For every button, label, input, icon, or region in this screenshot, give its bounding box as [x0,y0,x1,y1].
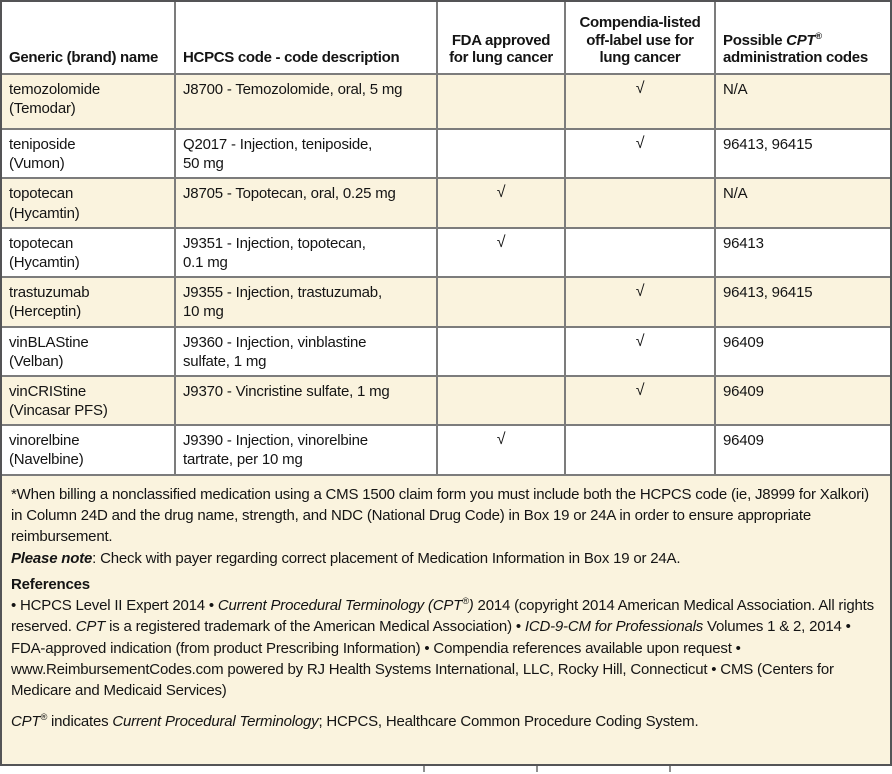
references-text: • HCPCS Level II Expert 2014 • Current Procedural Terminology (CPT®) 2014 (copyright 2014 American Medical Association. All rights reserved. CPT is a registered trademark of the American Medical Association) • ICD-9-CM for Professionals Volumes 1 & 2, 2014 • FDA-approved indication (from product Prescribing Information) • Compendia references available upon request • www.ReimbursementCodes.com powered by RJ Health Systems International, LLC, Rocky Hill, Connecticut • CMS (Centers for Medicare and Medicaid Services) [11,596,874,700]
please-note-label: Please note [11,549,93,567]
col-header-compendia-offlabel: Compendia-listed off-label use for lung cancer [565,2,715,74]
table-row [2,327,890,376]
table-row [2,178,890,227]
hcpcs-code-cell: J8700 - Temozolomide, oral, 5 mg [175,74,437,129]
fda-approved-check [437,327,565,376]
drug-generic-name: vinorelbine [9,432,80,450]
cpt-admin-codes-cell: 96409 [715,376,890,425]
cpt-admin-codes-cell: 96413, 96415 [715,129,890,178]
cpt-admin-codes-cell: N/A [715,178,890,227]
hcpcs-code-cell: J9355 - Injection, trastuzumab, 10 mg [175,277,437,326]
table-row [2,228,890,277]
table-row [2,425,890,473]
generic-brand-cell [2,129,175,178]
compendia-offlabel-check [565,178,715,227]
generic-brand-cell [2,228,175,277]
compendia-offlabel-check: √ [565,277,715,326]
generic-brand-cell [2,74,175,129]
cpt-admin-codes-cell: N/A [715,74,890,129]
cpt-definition-line: CPT® indicates Current Procedural Terminology; HCPCS, Healthcare Common Procedure Coding System. [11,711,699,730]
col-header-cpt-admin-codes: Possible CPT® administration codes [715,2,890,74]
fda-approved-check [437,376,565,425]
compendia-offlabel-check: √ [565,74,715,129]
generic-brand-cell [2,277,175,326]
generic-brand-cell [2,178,175,227]
hcpcs-code-cell: J9360 - Injection, vinblastine sulfate, 1 mg [175,327,437,376]
drug-brand-name: (Herceptin) [9,303,81,321]
drug-brand-name: (Hycamtin) [9,253,80,271]
fda-approved-check: √ [437,228,565,277]
drug-generic-name: topotecan [9,234,74,252]
footnotes-section [2,474,890,732]
cpt-admin-codes-cell: 96409 [715,327,890,376]
drug-brand-name: (Navelbine) [9,451,84,469]
drug-brand-name: (Vincasar PFS) [9,402,108,420]
fda-approved-check [437,277,565,326]
compendia-offlabel-check [565,425,715,473]
compendia-offlabel-check: √ [565,327,715,376]
compendia-offlabel-check [565,228,715,277]
drug-brand-name: (Velban) [9,352,64,370]
generic-brand-cell [2,376,175,425]
drug-generic-name: vinBLAStine [9,333,89,351]
next-table-column-stub [536,766,538,772]
drug-generic-name: vinCRIStine [9,382,86,400]
fda-approved-check [437,74,565,129]
fda-approved-check: √ [437,425,565,473]
drug-generic-name: trastuzumab [9,284,90,302]
next-table-top-edge [0,766,892,774]
billing-footnote: *When billing a nonclassified medication using a CMS 1500 claim form you must include both the HCPCS code (ie, J8999 for Xalkori) in Column 24D and the drug name, strength, and NDC (National Drug Code) in Box 19 or 24A in order to ensure appropriate reimbursement. [11,485,869,546]
drug-generic-name: topotecan [9,185,74,203]
cpt-admin-codes-cell: 96409 [715,425,890,473]
compendia-offlabel-check: √ [565,129,715,178]
cpt-admin-codes-cell: 96413 [715,228,890,277]
hcpcs-code-cell: J9351 - Injection, topotecan, 0.1 mg [175,228,437,277]
drug-generic-name: teniposide [9,136,76,153]
hcpcs-code-cell: J8705 - Topotecan, oral, 0.25 mg [175,178,437,227]
drug-brand-name: (Temodar) [9,100,76,118]
col-header-hcpcs-code: HCPCS code - code description [175,2,437,74]
col-header-fda-approved: FDA approved for lung cancer [437,2,565,74]
table-row [2,277,890,326]
references-heading: References [11,575,90,593]
please-note-line: Please note: Check with payer regarding correct placement of Medication Information in Box 19 or 24A. [11,549,681,567]
next-table-column-stub [669,766,671,772]
hcpcs-code-cell: Q2017 - Injection, teniposide, 50 mg [175,129,437,178]
generic-brand-cell [2,425,175,473]
hcpcs-code-cell: J9370 - Vincristine sulfate, 1 mg [175,376,437,425]
hcpcs-lung-cancer-table [2,2,890,474]
drug-generic-name: temozolomide [9,81,100,98]
next-table-column-stub [423,766,425,772]
table-row [2,129,890,178]
cpt-admin-codes-cell: 96413, 96415 [715,277,890,326]
generic-brand-cell [2,327,175,376]
drug-brand-name: (Vumon) [9,155,65,173]
col-header-generic-brand-name: Generic (brand) name [2,2,175,74]
header-row [2,2,890,74]
fda-approved-check [437,129,565,178]
drug-brand-name: (Hycamtin) [9,204,80,222]
compendia-offlabel-check: √ [565,376,715,425]
hcpcs-code-cell: J9390 - Injection, vinorelbine tartrate, per 10 mg [175,425,437,473]
table-row [2,74,890,129]
table-row [2,376,890,425]
fda-approved-check: √ [437,178,565,227]
